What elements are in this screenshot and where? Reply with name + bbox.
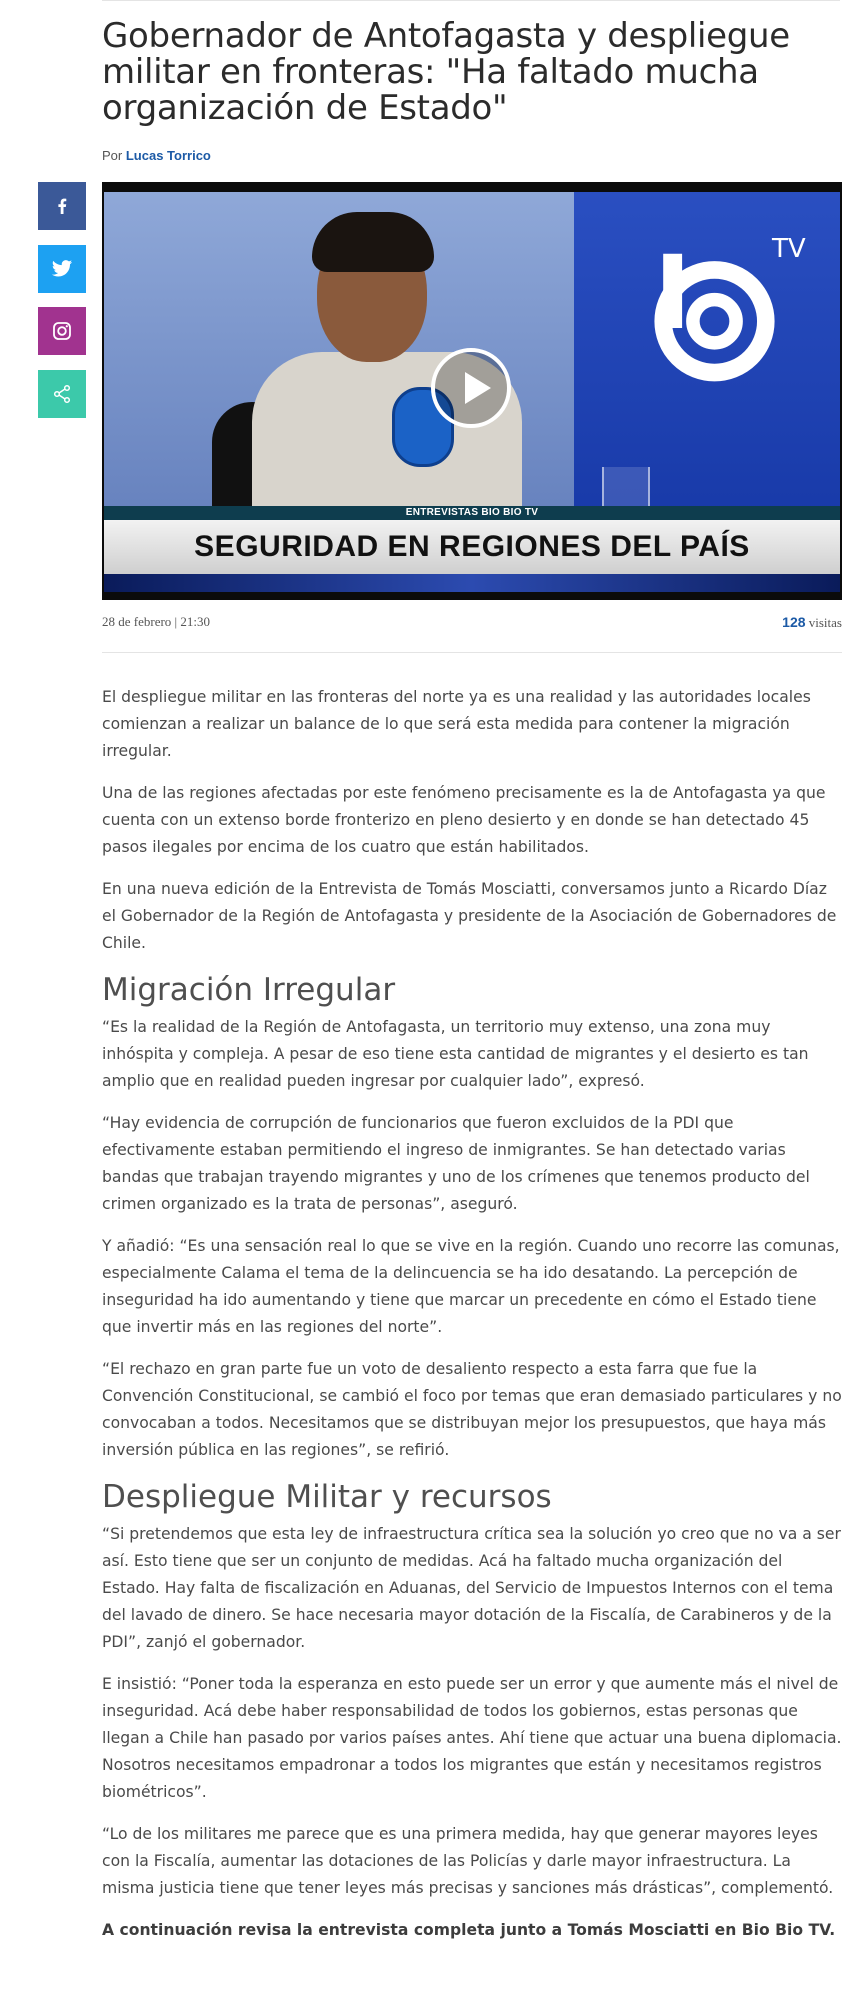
biobio-logo xyxy=(647,247,782,382)
paragraph: E insistió: “Poner toda la esperanza en esto puede ser un error y que aumente más el nivel de inseguridad. Acá debe haber responsabilidad de todos los gobiernos, estas personas que llegan a Chile han pasado por varios países antes. Ahí tiene que actuar una buena diplomacia. Nosotros necesitamos empadronar a todos los migrantes que están y necesitamos registros biométricos”. xyxy=(102,1675,842,1801)
paragraph: En una nueva edición de la Entrevista de Tomás Mosciatti, conversamos junto a Ricardo Díaz el Gobernador de la Región de Antofagasta y presidente de la Asociación de Gobernadores de Chile. xyxy=(102,880,837,952)
share-button[interactable] xyxy=(38,370,86,418)
views-count: 128 xyxy=(782,614,806,630)
video-player[interactable] xyxy=(102,182,842,600)
byline xyxy=(102,148,211,163)
play-icon[interactable] xyxy=(431,348,511,428)
paragraph: “El rechazo en gran parte fue un voto de desaliento respecto a esta farra que fue la Convención Constitucional, se cambió el foco por temas que eran demasiado particulares y no convocaban a todos. Necesitamos que se distribuyan mejor los presupuestos, que haya más inversión pública en las regiones”, se refirió. xyxy=(102,1360,842,1459)
meta-divider xyxy=(102,652,842,653)
views-counter xyxy=(782,614,842,631)
interviewee-hair xyxy=(312,212,434,272)
video-ticker: ENTREVISTAS BIO BIO TV xyxy=(104,506,840,520)
facebook-icon xyxy=(52,196,72,216)
instagram-icon xyxy=(52,321,72,341)
views-label: visitas xyxy=(808,615,842,630)
paragraph: “Es la realidad de la Región de Antofagasta, un territorio muy extenso, una zona muy inhóspita y compleja. A pesar de eso tiene esta cantidad de migrantes y el desierto es tan amplio que en realidad pueden ingresar por cualquier lado”, expresó. xyxy=(102,1018,809,1090)
article-title: Gobernador de Antofagasta y despliegue militar en fronteras: "Ha faltado mucha organización de Estado" xyxy=(102,16,790,128)
article-body xyxy=(102,684,842,1959)
twitter-icon xyxy=(51,259,73,279)
facebook-share-button[interactable] xyxy=(38,182,86,230)
paragraph: “Si pretendemos que esta ley de infraestructura crítica sea la solución yo creo que no va a ser así. Esto tiene que ser un conjunto de medidas. Acá ha faltado mucha organización del Estado. Hay falta de fiscalización en Aduanas, del Servicio de Impuestos Internos con el tema del lavado de dinero. Se hace necesaria mayor dotación de la Fiscalía, de Carabineros y de la PDI”, zanjó el gobernador. xyxy=(102,1525,841,1651)
paragraph: Y añadió: “Es una sensación real lo que se vive en la región. Cuando uno recorre las comunas, especialmente Calama el tema de la delincuencia se ha ido desatando. La percepción de inseguridad ha ido aumentando y tiene que marcar un precedente en cómo el Estado tiene que invertir más en las regiones del norte”. xyxy=(102,1237,840,1336)
author-link[interactable]: Lucas Torrico xyxy=(125,148,211,163)
section-heading: Despliegue Militar y recursos xyxy=(102,1479,552,1515)
paragraph: “Lo de los militares me parece que es una primera medida, hay que generar mayores leyes con la Fiscalía, aumentar las dotaciones de las Policías y darle mayor infraestructura. La misma justicia tiene que tener leyes más precisas y sanciones más drásticas”, complementó. xyxy=(102,1825,834,1897)
share-icon xyxy=(52,384,72,404)
twitter-share-button[interactable] xyxy=(38,245,86,293)
video-headline: SEGURIDAD EN REGIONES DEL PAÍS xyxy=(104,520,840,574)
section-heading: Migración Irregular xyxy=(102,972,396,1008)
byline-prefix: Por xyxy=(102,148,123,163)
publish-date: 28 de febrero | 21:30 xyxy=(102,614,211,629)
paragraph: “Hay evidencia de corrupción de funcionarios que fueron excluidos de la PDI que efectivamente estaban permitiendo el ingreso de inmigrantes. Se han detectado varias bandas que trabajan trayendo migrantes y uno de los crímenes que tenemos producto del crimen organizado es la trata de personas”, aseguró. xyxy=(102,1114,810,1213)
closing-paragraph: A continuación revisa la entrevista completa junto a Tomás Mosciatti en Bio Bio TV. xyxy=(102,1921,836,1939)
video-bottom-band xyxy=(104,574,840,592)
paragraph: El despliegue militar en las fronteras del norte ya es una realidad y las autoridades locales comienzan a realizar un balance de lo que será esta medida para contener la migración irregular. xyxy=(102,688,811,760)
paragraph: Una de las regiones afectadas por este fenómeno precisamente es la de Antofagasta ya que cuenta con un extenso borde fronterizo en pleno desierto y en donde se han detectado 45 pasos ilegales por encima de los cuatro que están habilitados. xyxy=(102,784,826,856)
instagram-share-button[interactable] xyxy=(38,307,86,355)
top-divider xyxy=(102,0,840,1)
tv-logo-text: TV xyxy=(772,234,806,264)
